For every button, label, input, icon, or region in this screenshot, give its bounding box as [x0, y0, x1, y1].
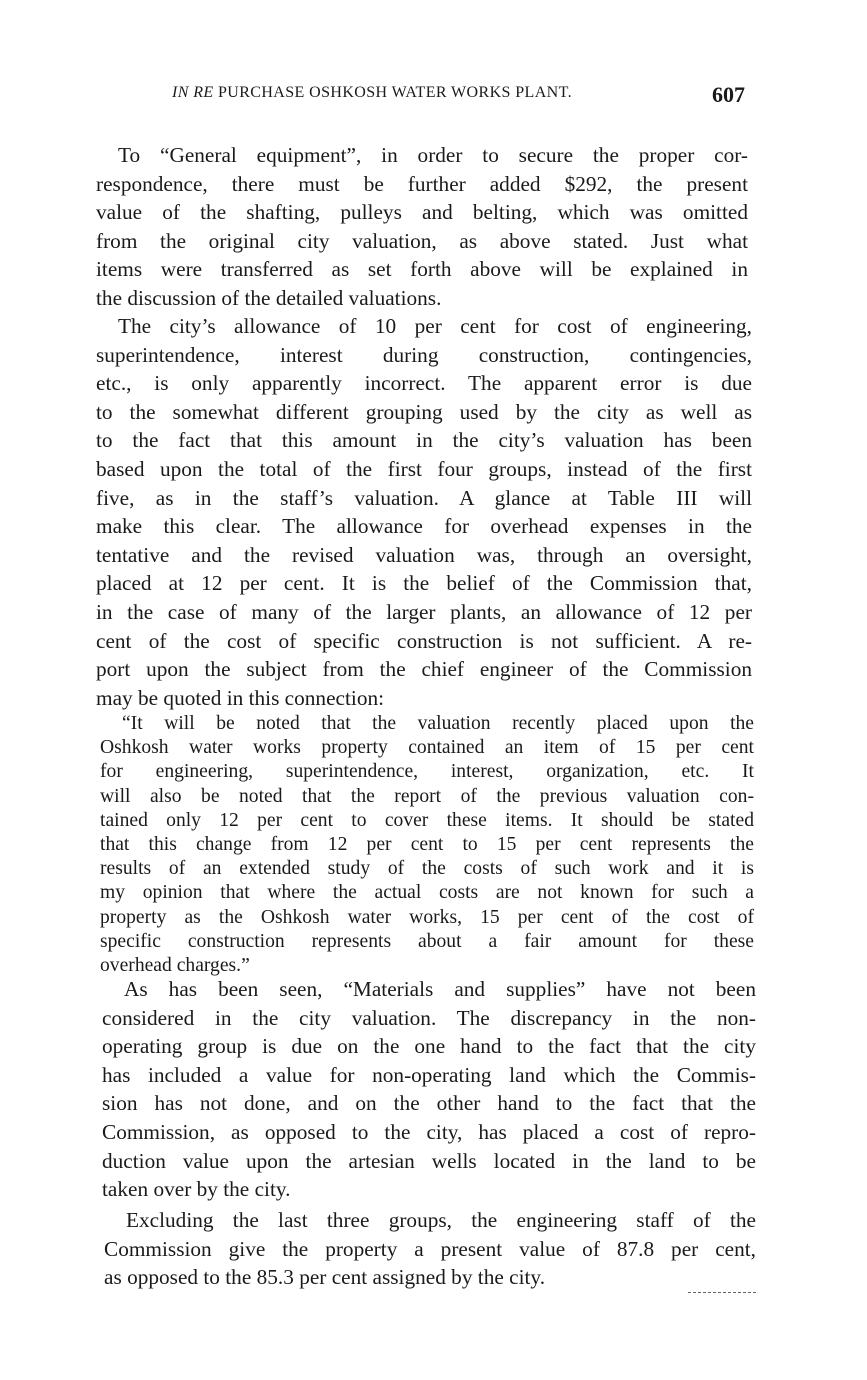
text-line: has included a value for non-operating land which the Commis-	[102, 1062, 756, 1087]
text-line: may be quoted in this connection:	[96, 685, 385, 710]
text-line: as opposed to the 85.3 per cent assigned by the city.	[104, 1265, 546, 1290]
text-line: etc., is only apparently incorrect. The apparent error is due	[96, 371, 752, 396]
quote-line: that this change from 12 per cent to 15 per cent represents the	[100, 834, 754, 856]
text-line: to the somewhat different grouping used by the city as well as	[96, 399, 752, 424]
text-line: Commission give the property a present value of 87.8 per cent,	[104, 1236, 756, 1261]
text-line: The city’s allowance of 10 per cent for cost of engineering,	[118, 314, 752, 338]
quote-line: tained only 12 per cent to cover these items. It should be stated	[100, 809, 754, 831]
text-line: value of the shafting, pulleys and belting, which was omitted	[96, 200, 748, 225]
running-header-text: PURCHASE OSHKOSH WATER WORKS PLANT.	[217, 84, 572, 101]
block-quote	[100, 712, 754, 978]
quote-line: my opinion that where the actual costs are not known for such a	[100, 882, 754, 904]
quote-line: results of an extended study of the costs of such work and it is	[100, 858, 754, 880]
text-line: make this clear. The allowance for overhead expenses in the	[96, 514, 752, 539]
text-line: considered in the city valuation. The discrepancy in the non-	[102, 1005, 756, 1030]
text-line: from the original city valuation, as above stated. Just what	[96, 228, 748, 253]
quote-line: for engineering, superintendence, interest, organization, etc. It	[100, 761, 754, 783]
text-line: duction value upon the artesian wells located in the land to be	[102, 1148, 756, 1173]
text-line: the discussion of the detailed valuations.	[96, 285, 442, 310]
text-line: five, as in the staff’s valuation. A glance at Table III will	[96, 485, 752, 510]
quote-line: will also be noted that the report of the previous valuation con-	[100, 785, 754, 807]
paragraph-excluding-groups	[104, 1206, 756, 1292]
text-line: superintendence, interest during construction, contingencies,	[96, 342, 752, 367]
text-line: tentative and the revised valuation was, through an oversight,	[96, 542, 752, 567]
quote-line: property as the Oshkosh water works, 15 per cent of the cost of	[100, 906, 754, 928]
quote-line: specific construction represents about a fair amount for these	[100, 930, 754, 952]
running-header	[172, 84, 572, 102]
text-line: To “General equipment”, in order to secure the proper cor-	[118, 143, 748, 167]
end-rule	[688, 1292, 756, 1293]
text-line: to the fact that this amount in the city’s valuation has been	[96, 428, 752, 453]
paragraph-city-allowance	[96, 312, 752, 712]
text-line: Excluding the last three groups, the engineering staff of the	[126, 1208, 756, 1232]
page-number: 607	[712, 82, 745, 107]
text-line: operating group is due on the one hand to the fact that the city	[102, 1034, 756, 1059]
text-line: sion has not done, and on the other hand to the fact that the	[102, 1091, 756, 1116]
text-line: port upon the subject from the chief engineer of the Commission	[96, 657, 752, 682]
text-line: taken over by the city.	[102, 1177, 291, 1202]
text-line: cent of the cost of specific construction is not sufficient. A re-	[96, 628, 752, 653]
text-line: based upon the total of the first four groups, instead of the first	[96, 456, 752, 481]
quote-line: “It will be noted that the valuation recently placed upon the	[122, 713, 754, 734]
running-header-italic: IN RE	[172, 84, 214, 101]
quote-line: overhead charges.”	[100, 955, 250, 977]
paragraph-materials-supplies	[102, 975, 756, 1204]
text-line: As has been seen, “Materials and supplies” have not been	[124, 977, 756, 1001]
text-line: in the case of many of the larger plants, an allowance of 12 per	[96, 599, 752, 624]
paragraph-general-equipment	[96, 141, 748, 313]
text-line: respondence, there must be further added $292, the present	[96, 171, 748, 196]
text-line: Commission, as opposed to the city, has placed a cost of repro-	[102, 1119, 756, 1144]
text-line: items were transferred as set forth above will be explained in	[96, 257, 748, 282]
text-line: placed at 12 per cent. It is the belief of the Commission that,	[96, 571, 752, 596]
quote-line: Oshkosh water works property contained an item of 15 per cent	[100, 737, 754, 759]
